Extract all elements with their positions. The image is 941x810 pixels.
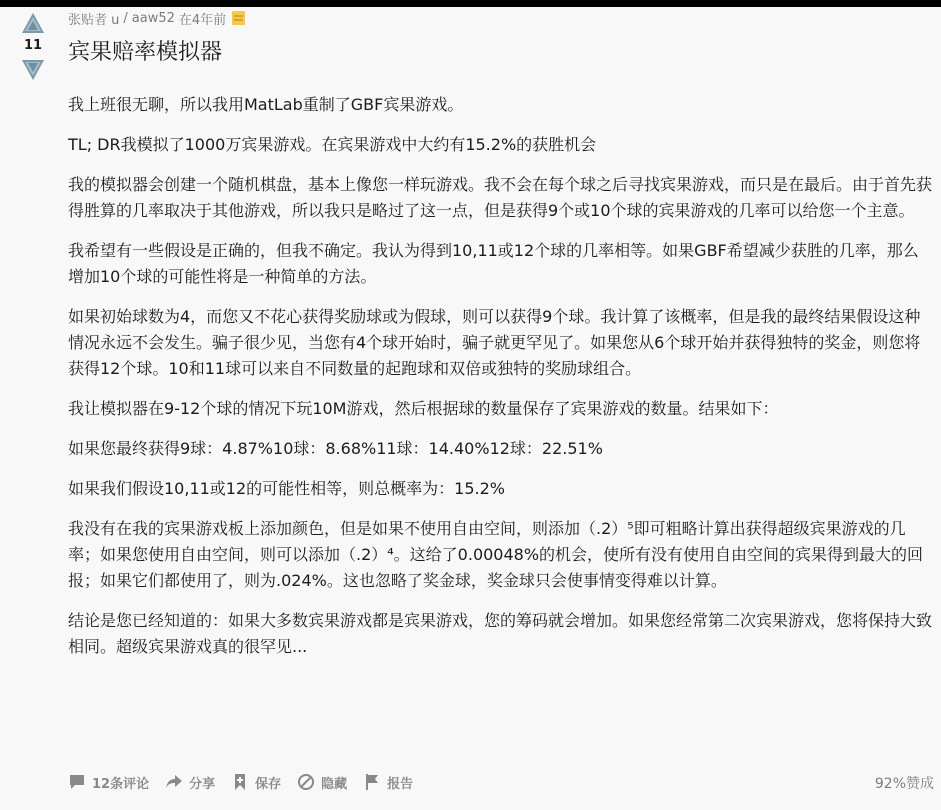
post-paragraph: 如果您最终获得9球：4.87%10球：8.68%11球：14.40%12球：22.51% xyxy=(68,439,603,458)
post-paragraph: 如果我们假设10,11或12的可能性相等，则总概率为：15.2% xyxy=(68,479,505,498)
flag-icon xyxy=(363,773,381,791)
author-prefix: 张贴者 u xyxy=(68,12,120,28)
bookmark-icon xyxy=(231,773,249,791)
post-paragraph: TL; DR我模拟了1000万宾果游戏。在宾果游戏中大约有15.2%的获胜机会 xyxy=(68,135,597,154)
save-label: 保存 xyxy=(255,776,282,792)
share-label: 分享 xyxy=(189,776,216,792)
post-paragraph: 我上班很无聊，所以我用MatLab重制了GBF宾果游戏。 xyxy=(68,95,464,114)
post-body xyxy=(68,92,934,660)
post-paragraph: 如果初始球数为4，而您又不花心获得奖励球或为假球，则可以获得9个球。我计算了该概率，但是我的最终结果假设这种情况永远不会发生。骗子很少见，当您有4个球开始时，骗子就更罕见了。如果您从6个球开始并获得独特的奖金，则您将获得12个球。10和11球可以来自不同数量的起跑球和双倍或独特的奖励球组合。 xyxy=(68,307,921,378)
share-icon xyxy=(165,773,183,791)
meta-separator: / xyxy=(123,10,128,26)
post-container xyxy=(68,8,934,674)
post-actions-bar xyxy=(68,768,934,796)
post-title[interactable]: 宾果赔率模拟器 xyxy=(68,40,223,65)
share-button[interactable] xyxy=(165,773,215,792)
award-icon xyxy=(232,11,245,25)
post-meta xyxy=(68,8,934,28)
post-paragraph: 我没有在我的宾果游戏板上添加颜色，但是如果不使用自由空间，则添加（.2）⁵即可粗略计算出获得超级宾果游戏的几率；如果您使用自由空间，则可以添加（.2）⁴。这给了0.00048%的机会，使所有没有使用自由空间的宾果得到最大的回报；如果它们都使用了，则为.024%。这也忽略了奖金球，奖金球只会使事情变得难以计算。 xyxy=(68,519,924,590)
post-paragraph: 我让模拟器在9-12个球的情况下玩10M游戏，然后根据球的数量保存了宾果游戏的数量。结果如下： xyxy=(68,399,779,418)
report-button[interactable] xyxy=(363,773,413,792)
comments-button[interactable] xyxy=(68,773,149,792)
window-top-bar xyxy=(0,0,941,7)
vote-column xyxy=(14,12,52,81)
post-time: 在4年前 xyxy=(178,12,227,28)
downvote-arrow-icon[interactable] xyxy=(21,59,45,81)
hide-label: 隐藏 xyxy=(321,776,348,792)
comment-icon xyxy=(68,773,86,791)
post-paragraph: 结论是您已经知道的：如果大多数宾果游戏都是宾果游戏，您的筹码就会增加。如果您经常第二次宾果游戏，您将保持大致相同。超级宾果游戏真的很罕见... xyxy=(68,611,933,656)
post-paragraph: 我希望有一些假设是正确的，但我不确定。我认为得到10,11或12个球的几率相等。如果GBF希望减少获胜的几率，那么增加10个球的可能性将是一种简单的方法。 xyxy=(68,241,919,286)
post-paragraph: 我的模拟器会创建一个随机棋盘，基本上像您一样玩游戏。我不会在每个球之后寻找宾果游戏，而只是在最后。由于首先获得胜算的几率取决于其他游戏，所以我只是略过了这一点，但是获得9个或10个球的宾果游戏的几率可以给您一个主意。 xyxy=(68,175,933,220)
vote-score: 11 xyxy=(23,38,43,53)
upvote-arrow-icon[interactable] xyxy=(21,12,45,34)
upvote-ratio: 92%赞成 xyxy=(874,776,934,792)
comments-label: 12条评论 xyxy=(92,776,150,792)
hide-button[interactable] xyxy=(297,773,347,792)
save-button[interactable] xyxy=(231,773,281,792)
author-link[interactable]: aaw52 xyxy=(131,10,175,26)
hide-icon xyxy=(297,773,315,791)
report-label: 报告 xyxy=(387,776,414,792)
